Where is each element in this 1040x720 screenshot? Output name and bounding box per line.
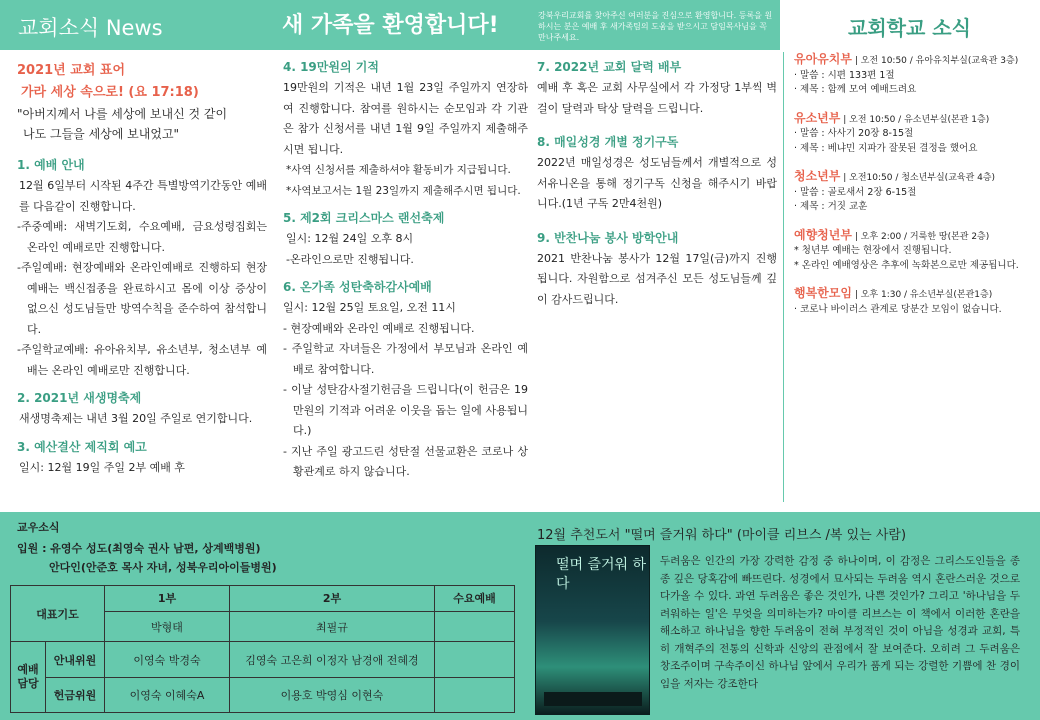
- section-6-title: 6. 온가족 성탄축하감사예배: [283, 280, 432, 294]
- service-roster-table: [10, 585, 515, 713]
- news-column-3: [537, 56, 777, 310]
- book-heading: 12월 추천도서 "떨며 즐거워 하다" (마이클 리브스 /복 있는 사람): [537, 528, 907, 543]
- roster-cell: 최필규: [230, 611, 435, 642]
- section-7-text: 예배 후 혹은 교회 사무실에서 각 가정당 1부씩 벽걸이 달력과 탁상 달력을 드립니다.: [537, 81, 777, 115]
- dept-line: · 제목 : 베냐민 지파가 잘못된 결정을 했어요: [794, 142, 978, 154]
- section-2-text: 새생명축제는 내년 3월 20일 주일로 연기합니다.: [19, 412, 253, 425]
- roster-cell: 박형태: [105, 611, 230, 642]
- roster-cell: 김영숙 고은희 이정자 남경애 전혜경: [230, 642, 435, 677]
- section-6-item-3: - 이날 성탄감사절기헌금을 드립니다(이 헌금은 19만원의 기적과 어려운 이웃을 돕는 일에 사용됩니다.): [283, 383, 528, 437]
- roster-header-3: 수요예배: [435, 586, 515, 612]
- section-2-title: 2. 2021년 새생명축제: [17, 391, 142, 405]
- member-news-line-2: 안다인(안준호 목사 자녀, 성북우리아이들병원): [49, 561, 277, 574]
- dept-line: · 제목 : 함께 모여 예배드려요: [794, 84, 917, 95]
- section-6-item-4: - 지난 주일 광고드린 성탄절 선물교환은 코로나 상황관계로 하지 않습니다.: [283, 444, 528, 478]
- dept-info: | 오전 10:50 / 유소년부실(본관 1층): [840, 114, 990, 125]
- section-9-text: 2021 반찬나눔 봉사가 12월 17일(금)까지 진행됩니다. 자원함으로 섬겨주신 모든 성도님들께 깊이 감사드립니다.: [537, 251, 777, 306]
- dept-children: [794, 111, 1034, 157]
- section-6-text: 일시: 12월 25일 토요일, 오전 11시: [283, 301, 456, 314]
- dept-info: | 오전10:50 / 청소년부실(교육관 4층): [840, 173, 996, 183]
- section-4-note-2: *사역보고서는 1월 23일까지 제출해주시면 됩니다.: [286, 184, 521, 197]
- dept-line: · 말씀 : 골로새서 2장 6-15절: [794, 186, 917, 198]
- column-divider: [783, 52, 784, 502]
- dept-line: * 온라인 예배영상은 추후에 녹화본으로만 제공됩니다.: [794, 259, 1019, 271]
- section-1-item-1: -주중예배: 새벽기도회, 수요예배, 금요성령집회는 온라인 예배로만 진행합니다.: [17, 220, 267, 254]
- section-5-title: 5. 제2회 크리스마스 랜선축제: [283, 211, 445, 225]
- roster-cell: 이용호 박영심 이현숙: [230, 677, 435, 712]
- roster-cell: [435, 611, 515, 642]
- roster-cell: [435, 677, 515, 712]
- dept-line: · 말씀 : 사사기 20장 8-15절: [794, 128, 914, 139]
- quote-line-2: 나도 그들을 세상에 보내었고": [23, 127, 180, 141]
- roster-header-2: 2부: [230, 586, 435, 612]
- section-7-title: 7. 2022년 교회 달력 배부: [537, 60, 682, 74]
- section-3-text: 일시: 12월 19일 주일 2부 예배 후: [19, 460, 185, 474]
- welcome-title: 새 가족을 환영합니다!: [282, 13, 499, 38]
- dept-youth: [794, 169, 1034, 215]
- roster-cell: 이영숙 이혜숙A: [105, 677, 230, 712]
- welcome-note: 강북우리교회를 찾아주신 여러분을 진심으로 환영합니다. 등록을 원하시는 분은 예배 후 새가족팀의 도움을 받으시고 담임목사님을 꼭 만나주세요.: [538, 11, 773, 42]
- roster-header-1: 1부: [105, 586, 230, 612]
- section-4-note-1: *사역 신청서를 제출하셔야 활동비가 지급됩니다.: [286, 164, 511, 176]
- news-column-1: [17, 60, 267, 478]
- section-1-item-3: -주일학교예배: 유아유치부, 유소년부, 청소년부 예배는 온라인 예배로만 진행합니다.: [17, 343, 267, 377]
- dept-info: | 오전 10:50 / 유아유치부실(교육관 3층): [851, 56, 1019, 66]
- section-3-title: 3. 예산결산 제직회 예고: [17, 439, 147, 454]
- section-6-item-2: - 주일학교 자녀들은 가정에서 부모님과 온라인 예배로 참여합니다.: [283, 342, 528, 376]
- school-news-title: 교회학교 소식: [848, 16, 971, 40]
- section-9-title: 9. 반찬나눔 봉사 방학안내: [537, 230, 679, 245]
- roster-label-prayer: 대표기도: [11, 586, 105, 642]
- book-cover-title: 떨며 즐거워 하다: [556, 557, 647, 592]
- roster-cell: 이영숙 박경숙: [105, 642, 230, 677]
- dept-line: · 코로나 바이러스 관계로 당분간 모임이 없습니다.: [794, 303, 1002, 315]
- dept-info: | 오후 1:30 / 유소년부실(본관1층): [851, 290, 993, 300]
- motto: 가라 세상 속으로! (요 17:18): [21, 85, 199, 100]
- book-cover-band: [544, 692, 642, 706]
- section-1-text: 12월 6일부터 시작된 4주간 특별방역기간동안 예배를 다음같이 진행합니다.: [19, 179, 267, 213]
- dept-happy-group: [794, 286, 1034, 317]
- dept-line: · 말씀 : 시편 133편 1절: [794, 69, 895, 81]
- dept-line: · 제목 : 거짓 교훈: [794, 201, 868, 212]
- news-title: 교회소식 News: [18, 16, 163, 40]
- dept-name: 행복한모임: [794, 286, 852, 300]
- section-8-text: 2022년 매일성경은 성도님들께서 개별적으로 성서유니온을 통해 정기구독 신청을 해주시기 바랍니다.(1년 구독 2만4천원): [537, 156, 777, 210]
- quote-line-1: "아버지께서 나를 세상에 보내신 것 같이: [17, 107, 228, 121]
- section-5-text-2: -온라인으로만 진행됩니다.: [286, 252, 414, 266]
- roster-label-offering: 헌금위원: [46, 677, 105, 712]
- dept-name: 유아유치부: [794, 52, 852, 66]
- member-news-title: 교우소식: [17, 521, 60, 534]
- school-column: [794, 52, 1034, 330]
- section-8-title: 8. 매일성경 개별 정기구독: [537, 135, 679, 149]
- dept-info: | 오후 2:00 / 거룩한 땅(본관 2층): [851, 231, 990, 242]
- news-column-2: [283, 56, 528, 483]
- dept-name: 예향청년부: [794, 227, 852, 242]
- section-4-text: 19만원의 기적은 내년 1월 23일 주일까지 연장하여 진행합니다. 참여를 원하시는 순모임과 각 기관은 참가 신청서를 내년 1월 9일 주일까지 제출해주시면 됩니다.: [283, 81, 528, 156]
- member-news-line-1: 입원 : 유영수 성도(최영숙 권사 남편, 상계백병원): [17, 542, 261, 555]
- section-1-title: 1. 예배 안내: [17, 158, 85, 172]
- book-cover-image: [535, 545, 650, 715]
- section-1-item-2: -주일예배: 현장예배와 온라인예배로 진행하되 현장예배는 백신접종을 완료하시고 몸에 이상 증상이 없으신 성도님들만 방역수칙을 준수하여 참석합니다.: [17, 261, 267, 336]
- section-5-text-1: 일시: 12월 24일 오후 8시: [286, 232, 414, 245]
- dept-line: * 청년부 예배는 현장에서 진행됩니다.: [794, 245, 952, 256]
- book-description: 두려움은 인간의 가장 강력한 감정 중 하나이며, 이 감정은 그리스도인들을 종종 깊은 당혹감에 빠뜨린다. 성경에서 묘사되는 두려움 역시 혼란스러운 것으로 다가올 수 있다. 과연 두려움은 좋은 것인가, 나쁜 것인가? 그리고 '하나님을 두려워하는 일'은 무엇을 의미하는가? 마이클 리브스는 이 책에서 이러한 혼란을 해소하고 하나님을 향한 두려움이 전혀 부정적인 것이 아님을 성경과 교회, 특히 개혁주의 전통의 신학과 신앙의 관점에서 잘 보여준다. 오히려 그 두려움은 창조주이며 구속주이신 하나님 앞에서 우리가 품게 되는 강렬한 기쁨에 찬 경이임을 저자는 강조한다: [660, 555, 1020, 690]
- dept-name: 청소년부: [794, 169, 841, 183]
- section-6-item-1: - 현장예배와 온라인 예배로 진행됩니다.: [283, 321, 475, 335]
- dept-kindergarten: [794, 52, 1034, 98]
- roster-label-usher: 안내위원: [46, 642, 105, 677]
- dept-name: 유소년부: [794, 110, 841, 125]
- section-4-title: 4. 19만원의 기적: [283, 60, 379, 74]
- motto-title: 2021년 교회 표어: [17, 63, 126, 78]
- roster-label-service: 예배 담당: [11, 642, 46, 713]
- dept-young-adults: [794, 228, 1034, 274]
- roster-cell: [435, 642, 515, 677]
